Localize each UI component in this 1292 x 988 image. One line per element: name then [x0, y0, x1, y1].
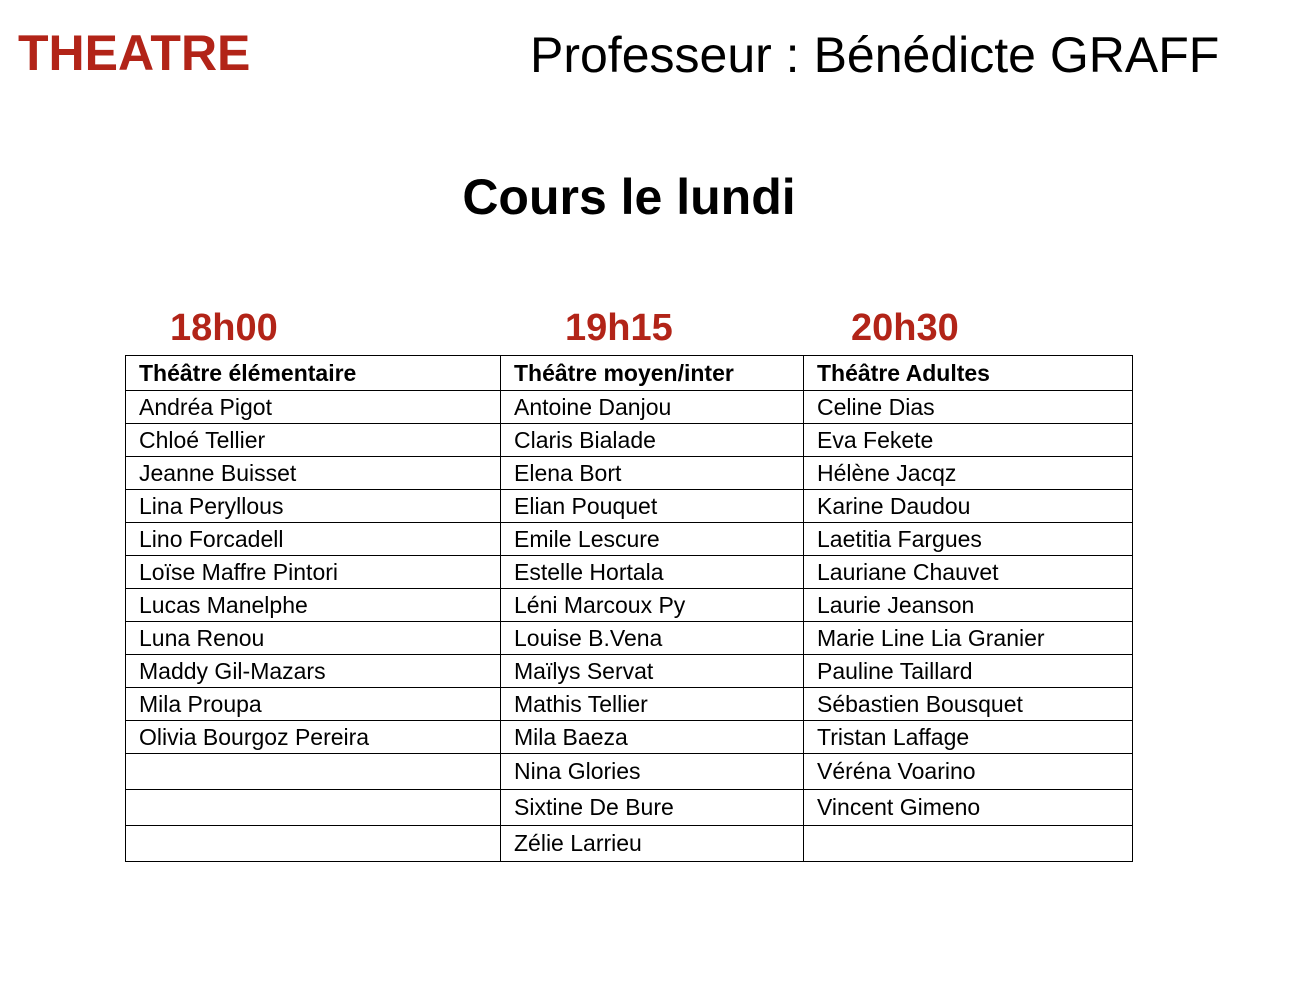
student-cell	[804, 826, 1133, 862]
time-slot-elementary: 18h00	[170, 307, 278, 349]
student-cell: Luna Renou	[126, 622, 501, 655]
table-row	[126, 655, 1133, 688]
student-cell: Zélie Larrieu	[501, 826, 804, 862]
student-cell: Hélène Jacqz	[804, 457, 1133, 490]
student-cell	[126, 790, 501, 826]
student-cell: Nina Glories	[501, 754, 804, 790]
table-row	[126, 688, 1133, 721]
student-cell: Lino Forcadell	[126, 523, 501, 556]
student-cell: Elian Pouquet	[501, 490, 804, 523]
student-cell	[126, 754, 501, 790]
table-row	[126, 622, 1133, 655]
table-row	[126, 391, 1133, 424]
student-cell: Mathis Tellier	[501, 688, 804, 721]
student-cell: Pauline Taillard	[804, 655, 1133, 688]
student-cell: Véréna Voarino	[804, 754, 1133, 790]
student-cell	[126, 826, 501, 862]
student-cell: Vincent Gimeno	[804, 790, 1133, 826]
student-cell: Andréa Pigot	[126, 391, 501, 424]
teacher-name: Bénédicte GRAFF	[813, 27, 1220, 83]
student-cell: Sébastien Bousquet	[804, 688, 1133, 721]
column-header-elementary: Théâtre élémentaire	[126, 356, 501, 391]
table-row	[126, 424, 1133, 457]
table-row	[126, 523, 1133, 556]
table-row	[126, 754, 1133, 790]
student-cell: Mila Proupa	[126, 688, 501, 721]
teacher-line	[530, 27, 1220, 83]
table-row	[126, 589, 1133, 622]
table-row	[126, 490, 1133, 523]
student-cell: Emile Lescure	[501, 523, 804, 556]
table-row	[126, 790, 1133, 826]
time-slot-adults: 20h30	[851, 307, 959, 349]
student-cell: Antoine Danjou	[501, 391, 804, 424]
column-header-adults: Théâtre Adultes	[804, 356, 1133, 391]
student-cell: Estelle Hortala	[501, 556, 804, 589]
roster-table	[125, 355, 1133, 862]
time-slot-intermediate: 19h15	[565, 307, 673, 349]
student-cell: Elena Bort	[501, 457, 804, 490]
student-cell: Tristan Laffage	[804, 721, 1133, 754]
student-cell: Chloé Tellier	[126, 424, 501, 457]
student-cell: Karine Daudou	[804, 490, 1133, 523]
student-cell: Celine Dias	[804, 391, 1133, 424]
student-cell: Sixtine De Bure	[501, 790, 804, 826]
student-cell: Eva Fekete	[804, 424, 1133, 457]
student-cell: Maïlys Servat	[501, 655, 804, 688]
day-heading: Cours le lundi	[462, 169, 796, 225]
table-row	[126, 826, 1133, 862]
student-cell: Loïse Maffre Pintori	[126, 556, 501, 589]
student-cell: Jeanne Buisset	[126, 457, 501, 490]
student-cell: Marie Line Lia Granier	[804, 622, 1133, 655]
student-cell: Olivia Bourgoz Pereira	[126, 721, 501, 754]
student-cell: Louise B.Vena	[501, 622, 804, 655]
table-row	[126, 457, 1133, 490]
subject-title: THEATRE	[18, 25, 251, 81]
student-cell: Léni Marcoux Py	[501, 589, 804, 622]
teacher-label: Professeur :	[530, 27, 800, 83]
student-cell: Maddy Gil-Mazars	[126, 655, 501, 688]
table-row	[126, 556, 1133, 589]
student-cell: Laurie Jeanson	[804, 589, 1133, 622]
student-cell: Lauriane Chauvet	[804, 556, 1133, 589]
student-cell: Lina Peryllous	[126, 490, 501, 523]
student-cell: Lucas Manelphe	[126, 589, 501, 622]
student-cell: Mila Baeza	[501, 721, 804, 754]
column-header-intermediate: Théâtre moyen/inter	[501, 356, 804, 391]
student-cell: Laetitia Fargues	[804, 523, 1133, 556]
student-cell: Claris Bialade	[501, 424, 804, 457]
table-row	[126, 721, 1133, 754]
table-header-row	[126, 356, 1133, 391]
